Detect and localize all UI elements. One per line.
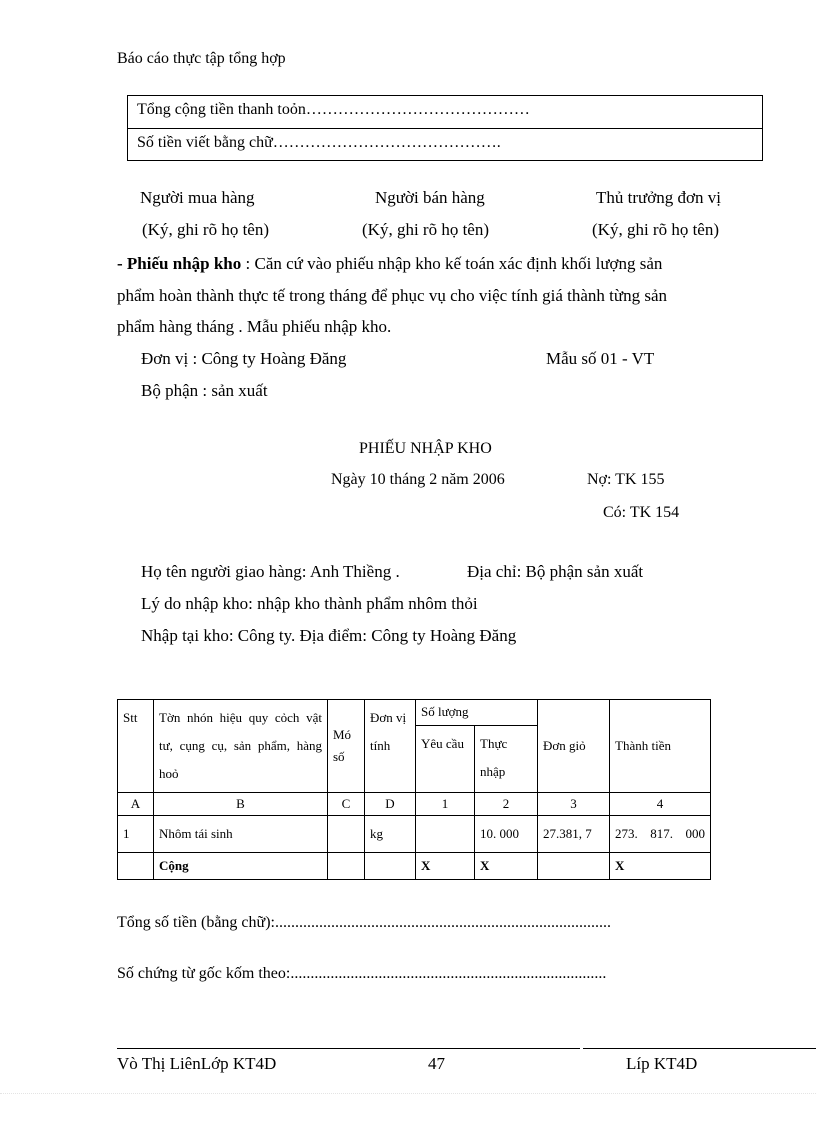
letter-c: C [328, 793, 365, 816]
receipt-reason: Lý do nhập kho: nhập kho thành phẩm nhôm thỏi [141, 594, 478, 613]
form-number: Mẫu số 01 - VT [546, 349, 655, 368]
total-label: Cộng [154, 853, 328, 880]
receipt-title: PHIẾU NHẬP KHO [359, 440, 492, 457]
footer-rule-right [583, 1048, 816, 1049]
receipt-credit: Có: TK 154 [603, 504, 680, 521]
signature-buyer-role: Người mua hàng [140, 188, 255, 207]
header-amount: Thành tiền [610, 700, 711, 793]
footer-author: Vò Thị LiênLớp KT4D [117, 1054, 277, 1073]
letter-b: B [154, 793, 328, 816]
signature-head-role: Thủ trưởng đơn vị [596, 188, 721, 207]
letter-1: 1 [416, 793, 475, 816]
intro-line-1 [117, 254, 662, 274]
form-department: Bộ phận : sản xuất [141, 381, 268, 400]
deliverer-name: Họ tên người giao hàng: Anh Thiềng . [141, 562, 400, 581]
intro-line-3: phẩm hàng tháng . Mẫu phiếu nhập kho. [117, 317, 392, 336]
page-number: 47 [428, 1054, 445, 1073]
row-stt: 1 [118, 816, 154, 853]
footer-class: Líp KT4D [626, 1054, 698, 1073]
signature-seller-note: (Ký, ghi rõ họ tên) [362, 220, 490, 239]
intro-line-1-rest: : Căn cứ vào phiếu nhập kho kế toán xác định khối lượng sản [241, 254, 663, 273]
receipt-debit: Nợ: TK 155 [587, 471, 665, 488]
letter-4: 4 [610, 793, 711, 816]
table-letters-row [118, 793, 711, 816]
total-amount: X [610, 853, 711, 880]
table-total-row [118, 853, 711, 880]
total-words-line: Tổng số tiền (bằng chữ):.................................................................................... [117, 914, 611, 931]
payment-total-text: Tổng cộng tiền thanh toỏn…………………………………… [137, 101, 530, 118]
deliverer-address: Địa chỉ: Bộ phận sản xuất [467, 562, 644, 581]
total-qty-req: X [416, 853, 475, 880]
row-price: 27.381, 7 [538, 816, 610, 853]
intro-term: Phiếu nhập kho [126, 254, 242, 273]
intro-line-2: phẩm hoàn thành thực tế trong tháng để phục vụ cho việc tính giá thành từng sản [117, 286, 668, 305]
row-qty-req [416, 816, 475, 853]
signature-buyer-note: (Ký, ghi rõ họ tên) [142, 220, 270, 239]
letter-d: D [365, 793, 416, 816]
total-qty-act: X [475, 853, 538, 880]
receipt-warehouse: Nhập tại kho: Công ty. Địa điểm: Công ty Hoàng Đăng [141, 626, 517, 645]
report-header: Báo cáo thực tập tổng hợp [117, 50, 286, 67]
table-header-row [118, 700, 711, 726]
header-price: Đơn giỏ [538, 700, 610, 793]
header-stt: Stt [118, 700, 154, 793]
header-qty-act: Thực nhập [475, 725, 538, 792]
bottom-dotted-edge [0, 1093, 816, 1094]
header-code: Mó số [328, 700, 365, 793]
table-row [118, 816, 711, 853]
total-price [538, 853, 610, 880]
form-unit: Đơn vị : Công ty Hoàng Đăng [141, 349, 347, 368]
payment-box [127, 95, 763, 161]
header-qty-req: Yêu cầu [416, 725, 475, 792]
signature-head-note: (Ký, ghi rõ họ tên) [592, 220, 720, 239]
receipt-table [117, 699, 711, 880]
total-stt-cell [118, 853, 154, 880]
row-qty-act: 10. 000 [475, 816, 538, 853]
header-unit: Đơn vị tính [365, 700, 416, 793]
row-code [328, 816, 365, 853]
attachments-line: Số chứng từ gốc kốm theo:............................................................................... [117, 965, 607, 982]
letter-3: 3 [538, 793, 610, 816]
letter-2: 2 [475, 793, 538, 816]
intro-dash: - [117, 254, 127, 273]
footer-rule-left [117, 1048, 580, 1049]
total-unit-cell [365, 853, 416, 880]
total-code-cell [328, 853, 365, 880]
header-name: Tờn nhón hiệu quy cỏch vật tư, cụng cụ, sản phẩm, hàng hoỏ [154, 700, 328, 793]
row-amount: 273. 817. 000 [610, 816, 711, 853]
header-qty: Số lượng [416, 700, 538, 726]
payment-total-row [128, 96, 762, 129]
signature-seller-role: Người bán hàng [375, 188, 485, 207]
row-name: Nhôm tái sinh [154, 816, 328, 853]
letter-a: A [118, 793, 154, 816]
receipt-date: Ngày 10 tháng 2 năm 2006 [331, 471, 505, 488]
payment-words-row [128, 129, 762, 161]
payment-words-text: Số tiền viết bằng chữ……………………………………. [137, 134, 501, 151]
row-unit: kg [365, 816, 416, 853]
